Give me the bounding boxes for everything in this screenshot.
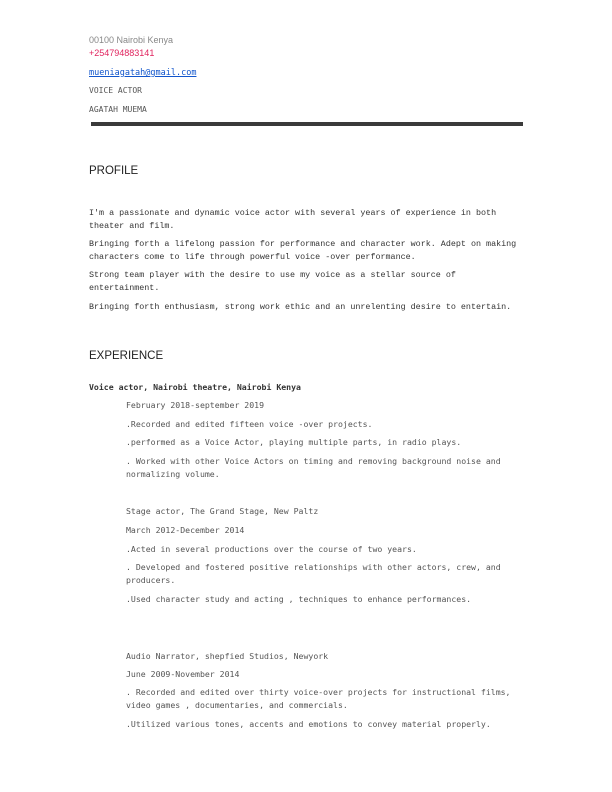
job-heading: Voice actor, Nairobi theatre, Nairobi Kenya: [89, 382, 301, 392]
job-heading: Audio Narrator, shepfied Studios, Newyork: [126, 651, 329, 661]
profile-paragraph: Bringing forth a lifelong passion for performance and character work. Adept on making characters come to life through powerful voice -over performance.: [89, 239, 517, 262]
profile-paragraph: Strong team player with the desire to use my voice as a stellar source of entertainment.: [89, 270, 456, 293]
job-title: VOICE ACTOR: [89, 86, 142, 95]
job-heading: Stage actor, The Grand Stage, New Paltz: [126, 506, 319, 516]
job-bullet: .performed as a Voice Actor, playing multiple parts, in radio plays.: [126, 437, 462, 447]
address: 00100 Nairobi Kenya: [89, 35, 174, 45]
profile-paragraph: I'm a passionate and dynamic voice actor with several years of experience in both theater and film.: [89, 208, 497, 231]
profile-paragraph: Bringing forth enthusiasm, strong work ethic and an unrelenting desire to entertain.: [89, 302, 512, 312]
job-dates: February 2018-september 2019: [126, 400, 265, 410]
full-name: AGATAH MUEMA: [89, 105, 147, 114]
job-dates: June 2009-November 2014: [126, 669, 240, 679]
job-bullet: .Utilized various tones, accents and emotions to convey material properly.: [126, 719, 491, 729]
job-dates: March 2012-December 2014: [126, 525, 245, 535]
job-bullet: . Recorded and edited over thirty voice-over projects for instructional films, video games , documentaries, and commercials.: [126, 687, 511, 710]
email-link[interactable]: mueniagatah@gmail.com: [89, 68, 197, 78]
experience-heading: EXPERIENCE: [89, 350, 164, 362]
job-bullet: .Acted in several productions over the course of two years.: [126, 544, 417, 554]
profile-heading: PROFILE: [89, 165, 139, 177]
job-bullet: .Used character study and acting , techniques to enhance performances.: [126, 594, 472, 604]
phone: +254794883141: [89, 48, 155, 58]
job-bullet: . Worked with other Voice Actors on timing and removing background noise and normalizing volume.: [126, 456, 501, 479]
job-bullet: .Recorded and edited fifteen voice -over projects.: [126, 419, 373, 429]
job-bullet: . Developed and fostered positive relationships with other actors, crew, and producers.: [126, 562, 501, 585]
divider: [91, 122, 523, 126]
